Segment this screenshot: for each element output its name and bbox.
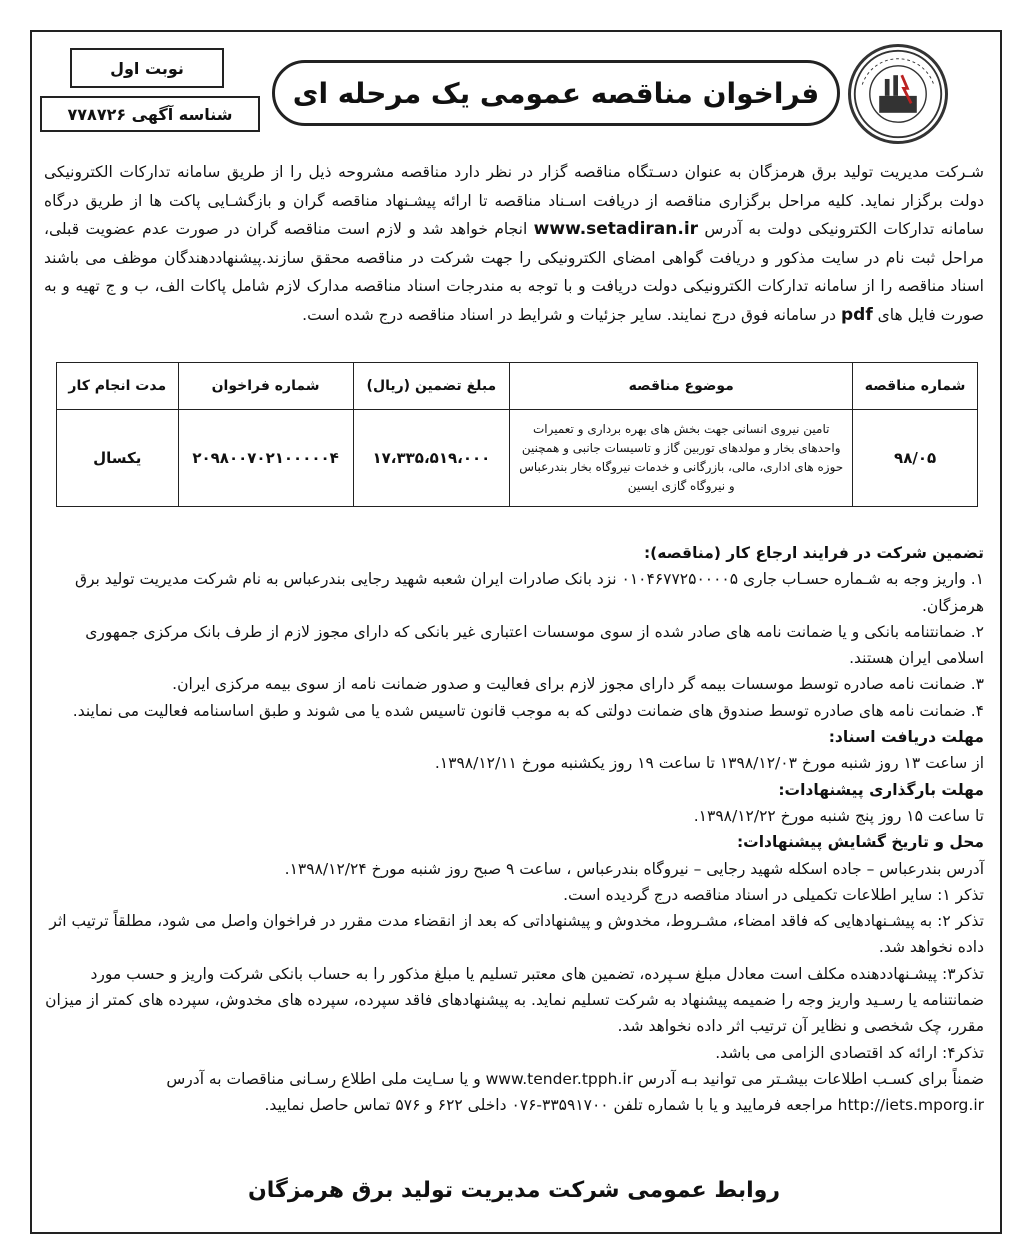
note-1: تذکر ۱: سایر اطلاعات تکمیلی در اسناد مناقصه درج گردیده است. [563, 885, 984, 904]
header-duration: مدت انجام کار [57, 363, 179, 410]
table-header-row [57, 363, 978, 410]
tender-table [56, 362, 978, 507]
note-3: تذکر۳: پیشـنهاددهنده مکلف است معادل مبلغ سـپرده، تضمین های معتبر تسلیم یا مبلغ مذکور را به حساب بانکی شرکت واریز و حسب مورد ضمانتنامه یا رسـید واریز وجه را ضمیمه پیشنهاد به شرکت تسلیم نماید. به پیشنهادهای فاقد سپرده، سپرده های مخدوش، سپرده های کمتر از میزان مقرر، چک شخصی و نظایر آن ترتیب اثر داده نخواهد شد. [45, 964, 984, 1036]
header-tender-number: شماره مناقصه [853, 363, 978, 410]
tender-site-link[interactable]: www.tender.tpph.ir [485, 1069, 634, 1088]
cell-subject: تامین نیروی انسانی جهت بخش های بهره برداری و تعمیرات واحدهای بخار و مولدهای توربین گاز و تاسیسات جانبی و همچنین حوزه های اداری، مالی، بازرگانی و خدمات نیروگاه بخار بندرعباس و نیروگاه گازی ایسین [510, 410, 853, 507]
intro-text-3: در سامانه فوق درج نمایند. سایر جزئیات و شرایط در اسناد مناقصه درج شده است. [302, 305, 837, 324]
intro-text-2: انجام خواهد شد و لازم است مناقصه گران در صورت عدم عضویت قبلی، مراحل ثبت نام در سایت مذکور و دریافت گواهی امضای الکترونیکی را جهت شرکت در مناقصه محقق سازند.پیشنهاددهندگان موظف می باشند اسناد مناقصه را از سامانه تدارکات الکترونیکی دولت دریافت و با توجه به مندرجات اسناد مناقصه مدارک لازم شامل پاکات الف، ب و ج تهیه و به صورت فایل های [44, 220, 984, 324]
pdf-label: pdf [841, 304, 873, 325]
upload-deadline-text: تا ساعت ۱۵ روز پنج شنبه مورخ ۱۳۹۸/۱۲/۲۲. [693, 806, 984, 825]
header-call-number: شماره فراخوان [178, 363, 353, 410]
cell-duration: یکسال [57, 410, 179, 507]
setadiran-link[interactable]: www.setadiran.ir [533, 219, 699, 240]
cell-call-number: ۲۰۹۸۰۰۷۰۲۱۰۰۰۰۰۴ [178, 410, 353, 507]
cell-guarantee-amount: ۱۷،۳۳۵،۵۱۹،۰۰۰ [353, 410, 510, 507]
guarantee-item-4: ۴. ضمانت نامه های صادره توسط صندوق های ضمانت دولتی که به موجب قانون تاسیس شده یا می شوند و طبق اساسنامه فعالیت می نمایند. [72, 701, 984, 720]
guarantee-item-1: ۱. واریز وجه به شـماره حسـاب جاری ۰۱۰۴۶۷۷۲۵۰۰۰۰۵ نزد بانک صادرات ایران شعبه شهید رجایی بندرعباس به نام شرکت مدیریت تولید برق هرمزگان. [74, 570, 984, 615]
logo-graphic [851, 47, 945, 141]
note-4: تذکر۴: ارائه کد اقتصادی الزامی می باشد. [715, 1043, 984, 1062]
upload-deadline-heading: مهلت بارگذاری پیشنهادات: [778, 780, 984, 799]
ad-id-label: شناسه آگهی ۷۷۸۷۲۶ [40, 96, 260, 132]
header-subject: موضوع مناقصه [510, 363, 853, 410]
guarantee-heading: تضمین شرکت در فرایند ارجاع کار (مناقصه): [643, 544, 984, 562]
company-logo-icon [848, 44, 948, 144]
note-2: تذکر ۲: به پیشـنهادهایی که فاقد امضاء، مشـروط، مخدوش و پیشنهاداتی که بعد از انقضاء مدت مقرر در فراخوان واصل می شود، مطلقاً ترتیب اثر داده نخواهد شد. [49, 912, 984, 957]
public-relations-signature: روابط عمومی شرکت مدیریت تولید برق هرمزگان [247, 1178, 781, 1203]
contact-text-2: و یا سـایت ملی اطلاع رسـانی مناقصات به آدرس [166, 1069, 481, 1088]
opening-text: آدرس بندرعباس – جاده اسکله شهید رجایی – نیروگاه بندرعباس ، ساعت ۹ صبح روز شنبه مورخ ۱۳۹۸/۱۲/۲۴. [284, 859, 984, 878]
intro-paragraph [44, 158, 984, 330]
header-guarantee-amount: مبلغ تضمین (ریال) [353, 363, 510, 410]
receive-deadline-heading: مهلت دریافت اسناد: [828, 728, 984, 747]
contact-line-1 [44, 1066, 984, 1092]
intro-text-1: شـرکت مدیریت تولید برق هرمزگان به عنوان دسـتگاه مناقصه گزار در نظر دارد مناقصه مشروحه ذیل را از طریق سامانه تدارکات الکترونیکی دولت برگزار نماید. کلیه مراحل برگزاری مناقصه از دریافت اسـناد مناقصه تا ارائه پیشـنهاد مناقصه گران و بازگشـایی پاکت ها از طریق درگاه سامانه تدارکات الکترونیکی دولت به آدرس [44, 163, 984, 239]
contact-line-2 [44, 1092, 984, 1118]
table-row [57, 410, 978, 507]
announcement-body [44, 540, 984, 1119]
round-label: نوبت اول [70, 48, 224, 88]
iets-link[interactable]: http://iets.mporg.ir [837, 1096, 984, 1115]
contact-text-1: ضمناً برای کسـب اطلاعات بیشـتر می توانید بـه آدرس [637, 1069, 984, 1088]
contact-text-3: مراجعه فرمایید و یا با شماره تلفن ۳۳۵۹۱۷۰۰-۰۷۶ داخلی ۶۲۲ و ۵۷۶ تماس حاصل نمایید. [264, 1096, 833, 1115]
guarantee-item-3: ۳. ضمانت نامه صادره توسط موسسات بیمه گر دارای مجوز لازم برای فعالیت و صدور ضمانت نامه از سوی بیمه مرکزی ایران. [172, 675, 984, 694]
guarantee-item-2: ۲. ضمانتنامه بانکی و یا ضمانت نامه های صادر شده از سوی موسسات اعتباری غیر بانکی که دارای مجوز لازم از طرف بانک مرکزی جمهوری اسلامی ایران هستند. [85, 622, 984, 668]
announcement-title: فراخوان مناقصه عمومی یک مرحله ای [272, 60, 840, 126]
cell-tender-number: ۹۸/۰۵ [853, 410, 978, 507]
receive-deadline-text: از ساعت ۱۳ روز شنبه مورخ ۱۳۹۸/۱۲/۰۳ تا ساعت ۱۹ روز یکشنبه مورخ ۱۳۹۸/۱۲/۱۱. [434, 754, 984, 773]
opening-heading: محل و تاریخ گشایش پیشنهادات: [736, 833, 984, 852]
